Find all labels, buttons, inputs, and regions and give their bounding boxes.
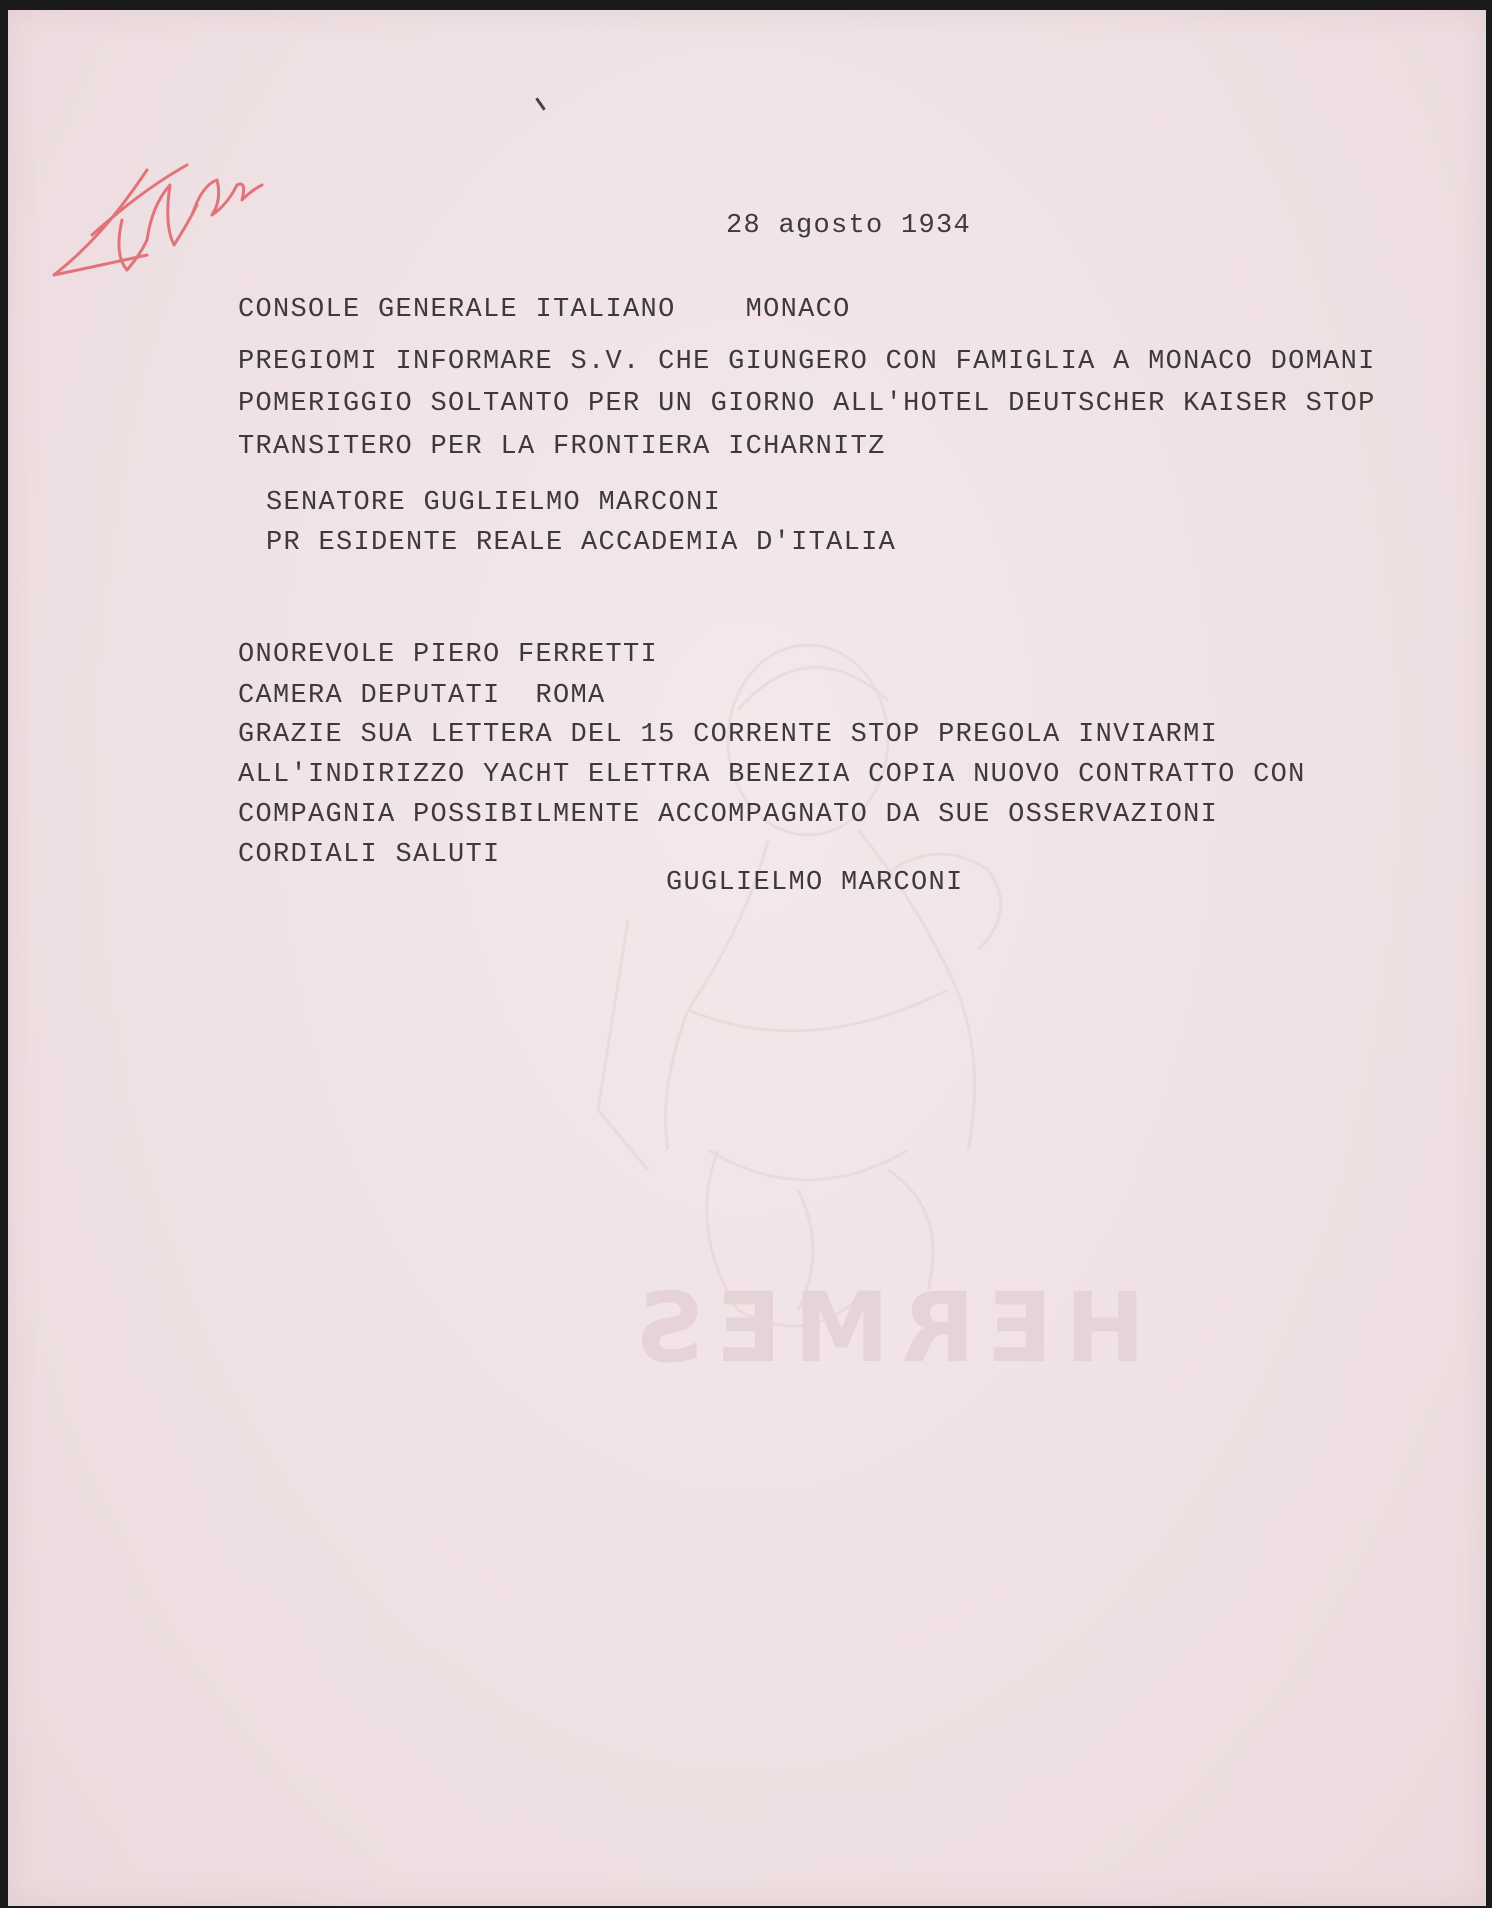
letter-date: 28 agosto 1934 xyxy=(726,211,972,241)
telegram1-signature-title: PR ESIDENTE REALE ACCADEMIA D'ITALIA xyxy=(266,528,897,558)
watermark-text: HERMES xyxy=(623,1272,1146,1384)
letter-page xyxy=(8,10,1486,1906)
telegram2-closing: CORDIALI SALUTI xyxy=(238,840,501,870)
telegram2-body-line: COMPAGNIA POSSIBILMENTE ACCOMPAGNATO DA SUE OSSERVAZIONI xyxy=(238,800,1219,830)
telegram2-body-line: ALL'INDIRIZZO YACHT ELETTRA BENEZIA COPIA NUOVO CONTRATTO CON xyxy=(238,760,1306,790)
telegram2-body-line: GRAZIE SUA LETTERA DEL 15 CORRENTE STOP PREGOLA INVIARMI xyxy=(238,720,1219,750)
handwritten-pencil-note xyxy=(52,145,282,285)
telegram1-body-line: POMERIGGIO SOLTANTO PER UN GIORNO ALL'HOTEL DEUTSCHER KAISER STOP xyxy=(238,389,1376,419)
telegram1-body-line: TRANSITERO PER LA FRONTIERA ICHARNITZ xyxy=(238,432,886,462)
telegram1-recipient: CONSOLE GENERALE ITALIANO MONACO xyxy=(238,295,851,325)
telegram2-signature: GUGLIELMO MARCONI xyxy=(666,868,964,898)
telegram2-recipient-address: CAMERA DEPUTATI ROMA xyxy=(238,681,606,711)
telegram1-body-line: PREGIOMI INFORMARE S.V. CHE GIUNGERO CON FAMIGLIA A MONACO DOMANI xyxy=(238,347,1376,377)
telegram2-recipient-name: ONOREVOLE PIERO FERRETTI xyxy=(238,640,659,670)
telegram1-signature-name: SENATORE GUGLIELMO MARCONI xyxy=(266,488,722,518)
paper-mark xyxy=(535,97,545,110)
